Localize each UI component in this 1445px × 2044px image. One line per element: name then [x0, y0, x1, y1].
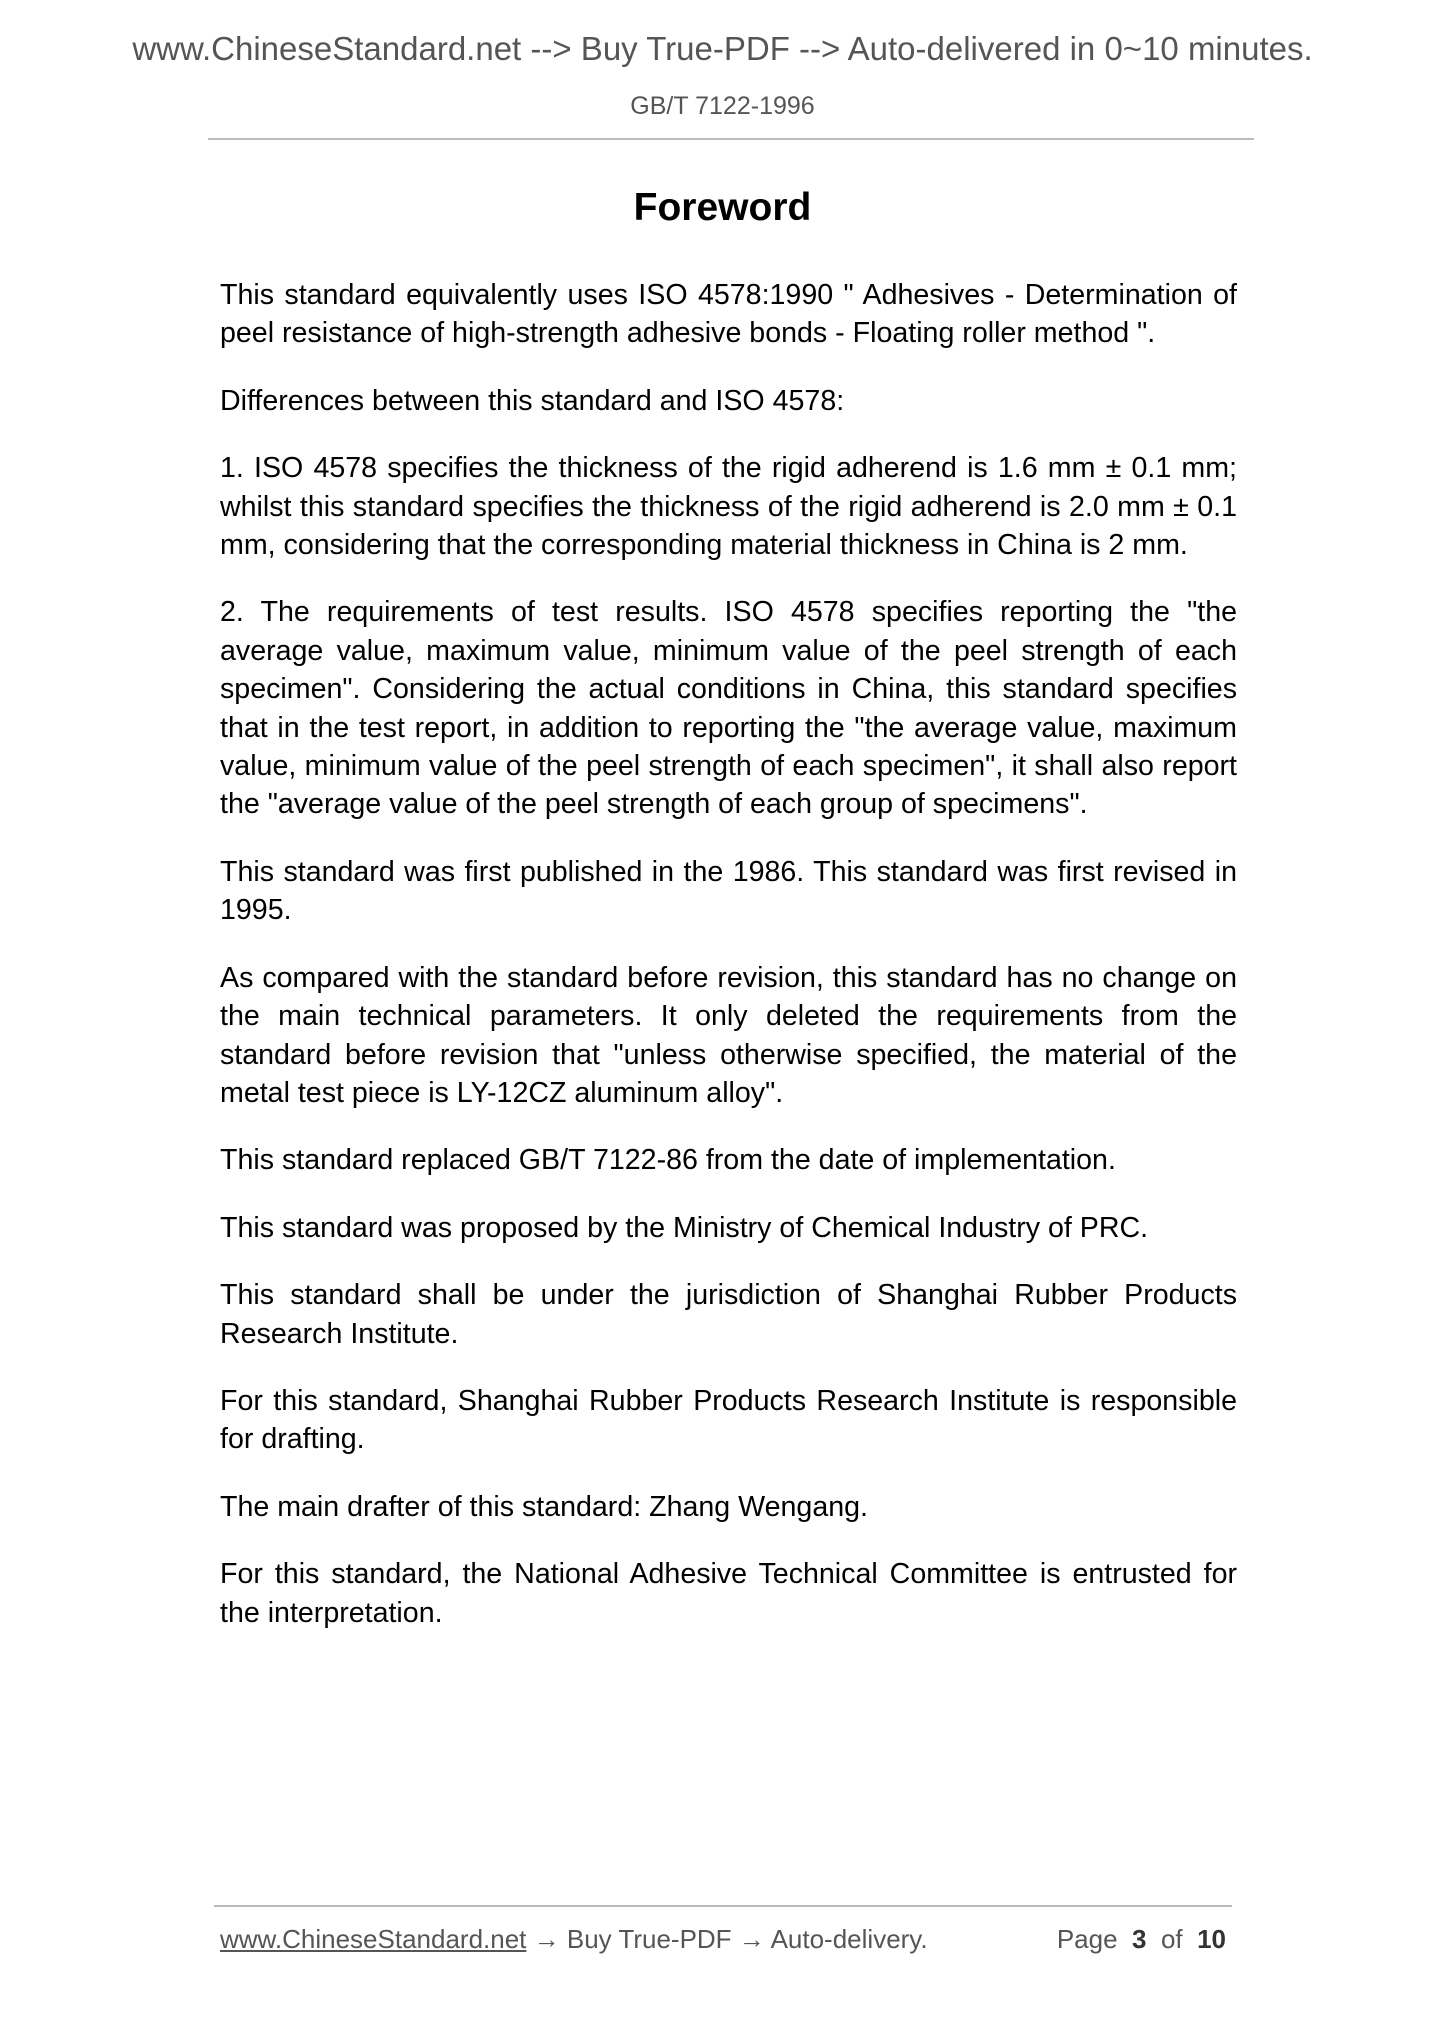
- paragraph-difference-2: 2. The requirements of test results. ISO 4578 specifies reporting the "the average value, maximum value, minimum value of the peel strength of each specimen". Considering the actual conditions in China, this standard specifies that in the test report, in addition to reporting the "the average value, maximum value, minimum value of the peel strength of each specimen", it shall also report the "average value of the peel strength of each group of specimens".: [220, 596, 1237, 821]
- paragraph-proposer: This standard was proposed by the Ministry of Chemical Industry of PRC.: [220, 1211, 1149, 1244]
- top-banner: www.ChineseStandard.net --> Buy True-PDF --> Auto-delivered in 0~10 minutes.: [132, 30, 1313, 67]
- paragraph-publication-history: This standard was first published in the 1986. This standard was first revised in 1995.: [220, 855, 1237, 927]
- page-label: Page: [1056, 1924, 1118, 1954]
- footer-site-link[interactable]: www.ChineseStandard.net: [220, 1924, 527, 1954]
- document-code: GB/T 7122-1996: [630, 92, 815, 120]
- paragraph-interpretation: For this standard, the National Adhesive Technical Committee is entrusted for the interpretation.: [220, 1558, 1237, 1629]
- page-title: Foreword: [633, 186, 812, 229]
- page-current-number: 3: [1132, 1924, 1147, 1954]
- paragraph-replacement: This standard replaced GB/T 7122-86 from the date of implementation.: [220, 1144, 1116, 1177]
- paragraph-drafter: The main drafter of this standard: Zhang Wengang.: [220, 1490, 868, 1523]
- page-of-label: of: [1160, 1924, 1183, 1954]
- paragraph-drafting-unit: For this standard, Shanghai Rubber Products Research Institute is responsible for drafting.: [220, 1384, 1237, 1456]
- paragraph-differences-intro: Differences between this standard and ISO 4578:: [220, 384, 845, 417]
- paragraph-equivalence: This standard equivalently uses ISO 4578:1990 " Adhesives - Determination of peel resistance of high-strength adhesive bonds - Floating roller method ".: [220, 279, 1237, 350]
- page-indicator: [1057, 1924, 1226, 1955]
- page-total-number: 10: [1197, 1924, 1226, 1954]
- foreword-body: [220, 276, 1237, 1661]
- paragraph-revision-changes: As compared with the standard before revision, this standard has no change on the main technical parameters. It only deleted the requirements from the standard before revision that "unless otherwise specified, the material of the metal test piece is LY-12CZ aluminum alloy".: [220, 961, 1237, 1109]
- footer-tagline: → Buy True-PDF → Auto-delivery.: [526, 1924, 928, 1954]
- paragraph-difference-1: 1. ISO 4578 specifies the thickness of the rigid adherend is 1.6 mm ± 0.1 mm; whilst this standard specifies the thickness of the rigid adherend is 2.0 mm ± 0.1 mm, considering that the corresponding material thickness in China is 2 mm.: [220, 452, 1237, 562]
- header-divider: [208, 138, 1254, 140]
- footer-left: [220, 1924, 928, 1955]
- footer-divider: [214, 1905, 1232, 1907]
- paragraph-jurisdiction: This standard shall be under the jurisdiction of Shanghai Rubber Products Research Institute.: [220, 1279, 1237, 1350]
